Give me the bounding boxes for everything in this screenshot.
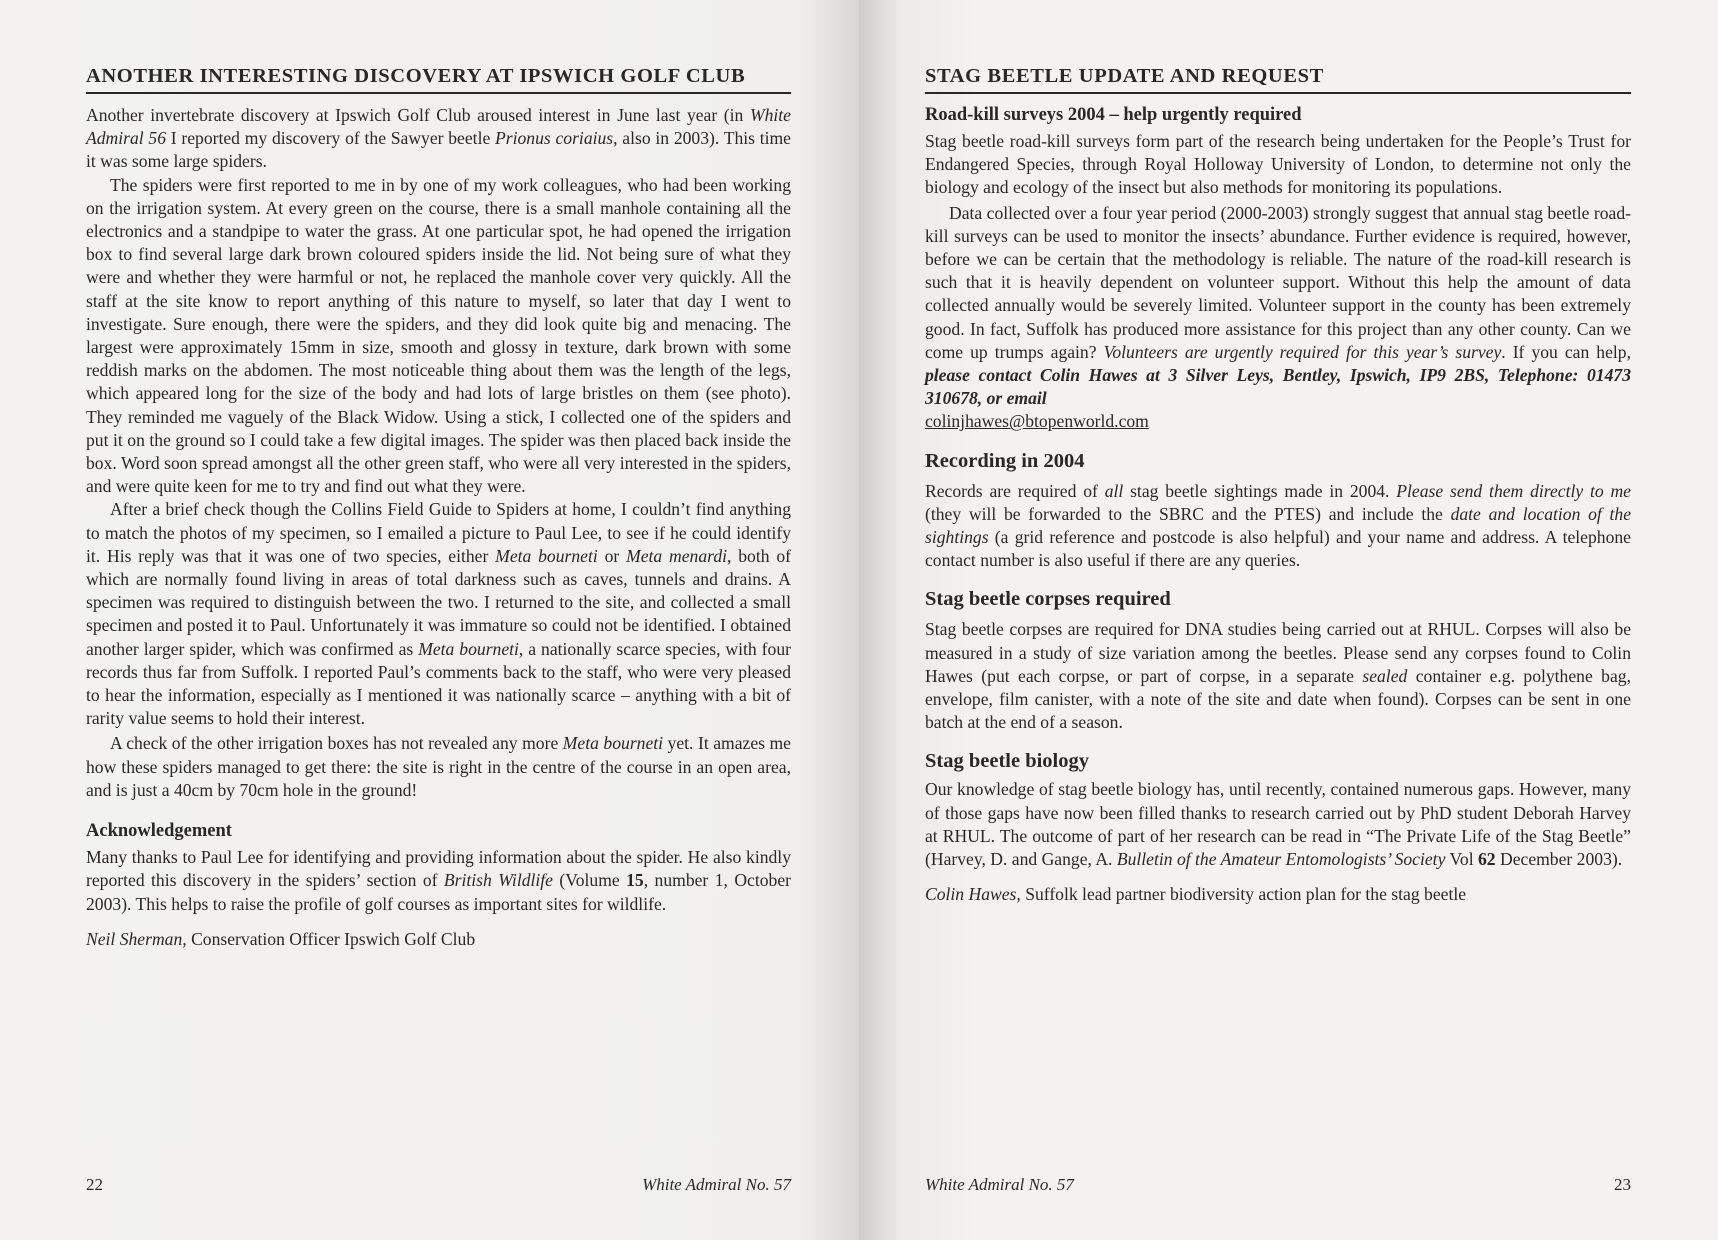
section-heading: Stag beetle corpses required	[925, 588, 1171, 611]
paragraph: Another invertebrate discovery at Ipswich Golf Club aroused interest in June last year (in White Admiral 56 I reported my discovery of the Sawyer beetle Prionus coriaius, also in 2003). This time it was some large spiders.	[86, 105, 791, 172]
footer-title: White Admiral No. 57	[925, 1175, 1074, 1194]
section-heading: Stag beetle biology	[925, 750, 1089, 773]
paragraph: Records are required of all stag beetle sightings made in 2004. Please send them directly to me (they will be forwarded to the SBRC and the PTES) and include the date and location of the sightings (a grid reference and postcode is also helpful) and your name and address. A telephone contact number is also useful if there are any queries.	[925, 480, 1631, 571]
page-number: 22	[86, 1175, 103, 1194]
paragraph: Stag beetle corpses are required for DNA studies being carried out at RHUL. Corpses will also be measured in a study of size variation among the beetles. Please send any corpses found to Colin Hawes (put each corpse, or part of corpse, in a separate sealed container e.g. polythene bag, envelope, film canister, with a note of the site and date when found). Corpses can be sent in one batch at the end of a season.	[925, 619, 1631, 733]
paragraph: Data collected over a four year period (2000-2003) strongly suggest that annual stag beetle road-kill surveys can be used to monitor the insects’ abundance. Further evidence is required, however, before we can be certain that the methodology is reliable. The nature of the road-kill research is such that it is heavily dependent on volunteer support. Without this help the amount of data collected annually would be severely limited. Volunteer support in the county has been extremely good. In fact, Suffolk has produced more assistance for this project than any other county. Can we come up trumps again? Volunteers are urgently required for this year’s survey. If you can help, please contact Colin Hawes at 3 Silver Leys, Bentley, Ipswich, IP9 2BS, Telephone: 01473 310678, or email colinjhawes@btopenworld.com	[925, 202, 1631, 432]
acknowledgement-text: Many thanks to Paul Lee for identifying and providing information about the spider. He also kindly reported this discovery in the spiders’ section of British Wildlife (Volume 15, number 1, October 2003). This helps to raise the profile of golf courses as important sites for wildlife.	[86, 847, 792, 914]
section-heading: Recording in 2004	[925, 449, 1085, 472]
paragraph: A check of the other irrigation boxes has not revealed any more Meta bourneti yet. It amazes me how these spiders managed to get there: the site is right in the centre of the course in an open area, and is just a 40cm by 70cm hole in the ground!	[86, 733, 791, 800]
page-number: 23	[1614, 1175, 1631, 1194]
acknowledgement-heading: Acknowledgement	[86, 821, 232, 842]
paragraph: Stag beetle road-kill surveys form part of the research being undertaken for the People’s Trust for Endangered Species, through Royal Holloway University of London, to determine not only the biology and ecology of the insect but also methods for monitoring its populations.	[925, 131, 1631, 198]
article-heading: STAG BEETLE UPDATE AND REQUEST	[925, 64, 1631, 94]
email-link[interactable]: colinjhawes@btopenworld.com	[925, 411, 1149, 432]
footer-title: White Admiral No. 57	[642, 1175, 791, 1194]
paragraph: After a brief check though the Collins Field Guide to Spiders at home, I couldn’t find anything to match the photos of my specimen, so I emailed a picture to Paul Lee, to see if he could identify it. His reply was that it was one of two species, either Meta bourneti or Meta menardi, both of which are normally found living in areas of total darkness such as caves, tunnels and drains. A specimen was required to distinguish between the two. I returned to the site, and collected a small specimen and posted it to Paul. Unfortunately it was immature so could not be identified. I obtained another larger spider, which was confirmed as Meta bourneti, a nationally scarce species, with four records thus far from Suffolk. I reported Paul’s comments back to the staff, who were very pleased to hear the information, especially as I mentioned it was nationally scarce – anything with a bit of rarity value seems to hold their interest.	[86, 499, 791, 729]
section-heading: Road-kill surveys 2004 – help urgently required	[925, 105, 1302, 125]
paragraph: The spiders were first reported to me in by one of my work colleagues, who had been working on the irrigation system. At every green on the course, there is a small manhole containing all the electronics and a standpipe to water the grass. At one particular spot, he had opened the irrigation box to find several large dark brown coloured spiders inside the lid. Not being sure of what they were and whether they were harmful or not, he replaced the manhole cover very quickly. All the staff at the site know to report anything of this nature to myself, so later that day I went to investigate. Sure enough, there were the spiders, and they did look quite big and menacing. The largest were approximately 15mm in size, smooth and glossy in texture, dark brown with some reddish marks on the abdomen. The most noticeable thing about them was the length of the legs, which appeared long for the size of the body and had lots of large bristles on them (see photo). They reminded me vaguely of the Black Widow. Using a stick, I collected one of the spiders and put it on the ground so I could take a few digital images. The spider was then placed back inside the box. Word soon spread amongst all the other green staff, who were all very interested in the spiders, and were quite keen for me to try and find out what they were.	[86, 174, 791, 497]
author-signature: Colin Hawes, Suffolk lead partner biodiversity action plan for the stag beetle	[925, 884, 1467, 905]
right-page	[859, 0, 1718, 1240]
author-signature: Neil Sherman, Conservation Officer Ipswich Golf Club	[86, 928, 476, 949]
article-heading: ANOTHER INTERESTING DISCOVERY AT IPSWICH GOLF CLUB	[86, 64, 791, 94]
paragraph: Our knowledge of stag beetle biology has, until recently, contained numerous gaps. However, many of those gaps have now been filled thanks to research carried out by PhD student Deborah Harvey at RHUL. The outcome of part of her research can be read in “The Private Life of the Stag Beetle” (Harvey, D. and Gange, A. Bulletin of the Amateur Entomologists’ Society Vol 62 December 2003).	[925, 779, 1631, 870]
